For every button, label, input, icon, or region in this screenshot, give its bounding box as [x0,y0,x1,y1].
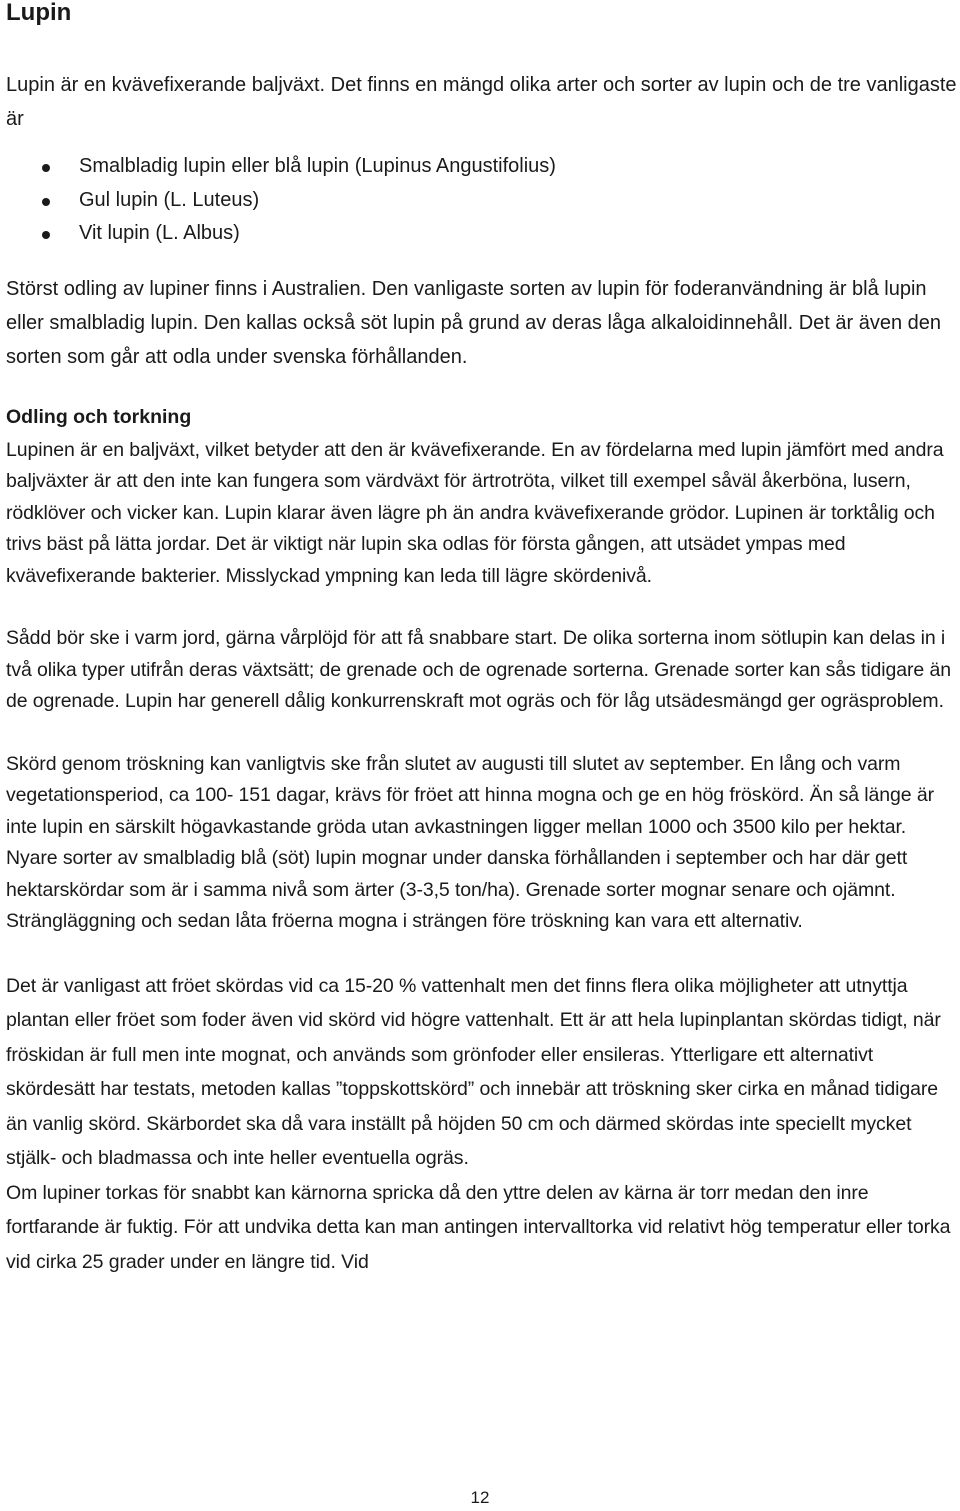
list-item-text: Vit lupin (L. Albus) [79,222,240,244]
document-page [6,0,958,1279]
list-item [6,217,958,251]
list-item-text: Smalbladig lupin eller blå lupin (Lupinus Angustifolius) [79,155,556,177]
intro-paragraph: Lupin är en kvävefixerande baljväxt. Det finns en mängd olika arter och sorter av lupin och de tre vanligaste är [6,74,957,130]
species-list [6,150,958,251]
list-item-text: Gul lupin (L. Luteus) [79,188,260,211]
paragraph-skord: Skörd genom tröskning kan vanligtvis ske från slutet av augusti till slutet av september. En lång och varm vegetationsperiod, ca 100- 151 dagar, krävs för fröet att hinna mogna och ge en hög fröskörd. Än så länge är inte lupin en särskilt högavkastande gröda utan avkastningen ligger mellan 1000 och 3500 kilo per hektar. Nyare sorter av smalbladig blå (söt) lupin mognar under danska förhållanden i september och har där gett hektarskördar som är i samma nivå som ärter (3-3,5 ton/ha). Grenade sorter mognar senare och ojämnt. Strängläggning och sedan låta fröerna mogna i strängen före tröskning kan vara ett alternativ. [6,752,934,932]
paragraph-torkning: Om lupiner torkas för snabbt kan kärnorna spricka då den yttre delen av kärna är torr medan den inre fortfarande är fuktig. För att undvika detta kan man antingen intervalltorka vid relativt hög temperatur eller torka vid cirka 25 grader under en längre tid. Vid [6,1181,951,1273]
section-heading: Odling och torkning [6,405,192,428]
bullet-icon [42,198,50,206]
paragraph-odling: Lupinen är en baljväxt, vilket betyder att den är kvävefixerande. En av fördelarna med lupin jämfört med andra baljväxter är att den inte kan fungera som värdväxt för ärtrotröta, vilket till exempel såväl åkerböna, lusern, rödklöver och vicker kan. Lupin klarar även lägre ph än andra kvävefixerande grödor. Lupinen är torktålig och trivs bäst på lätta jordar. Det är viktigt när lupin ska odlas för första gången, att utsädet ympas med kvävefixerande bakterier. Misslyckad ympning kan leda till lägre skördenivå. [6,438,944,587]
paragraph-vanligast: Det är vanligast att fröet skördas vid ca 15-20 % vattenhalt men det finns flera olika möjligheter att utnyttja plantan eller fröet som foder även vid skörd vid högre vattenhalt. Ett är att hela lupinplantan skördas tidigt, när fröskidan är full men inte mognat, och används som grönfoder eller ensileras. Ytterligare ett alternativt skördesätt har testats, metoden kallas ”toppskottskörd” och innebär att tröskning sker cirka en månad tidigare än vanlig skörd. Skärbordet ska då vara inställt på höjden 50 cm och därmed skördas inte speciellt mycket stjälk- och bladmassa och inte heller eventuella ogräs. [6,974,941,1169]
page-title: Lupin [6,0,72,26]
bullet-icon [42,231,50,239]
bullet-icon [42,164,50,172]
page-number: 12 [470,1488,490,1507]
paragraph-sadd: Sådd bör ske i varm jord, gärna vårplöjd för att få snabbare start. De olika sorterna inom sötlupin kan delas in i två olika typer utifrån deras växtsätt; de grenade och de ogrenade sorterna. Grenade sorter kan sås tidigare än de ogrenade. Lupin har generell dålig konkurrenskraft mot ogräs och för låg utsädesmängd ger ogräsproblem. [6,627,951,712]
list-item [6,184,958,218]
paragraph-australia: Störst odling av lupiner finns i Australien. Den vanligaste sorten av lupin för foderanvändning är blå lupin eller smalbladig lupin. Den kallas också söt lupin på grund av deras låga alkaloidinnehåll. Det är även den sorten som går att odla under svenska förhållanden. [6,277,942,368]
list-item [6,150,958,184]
